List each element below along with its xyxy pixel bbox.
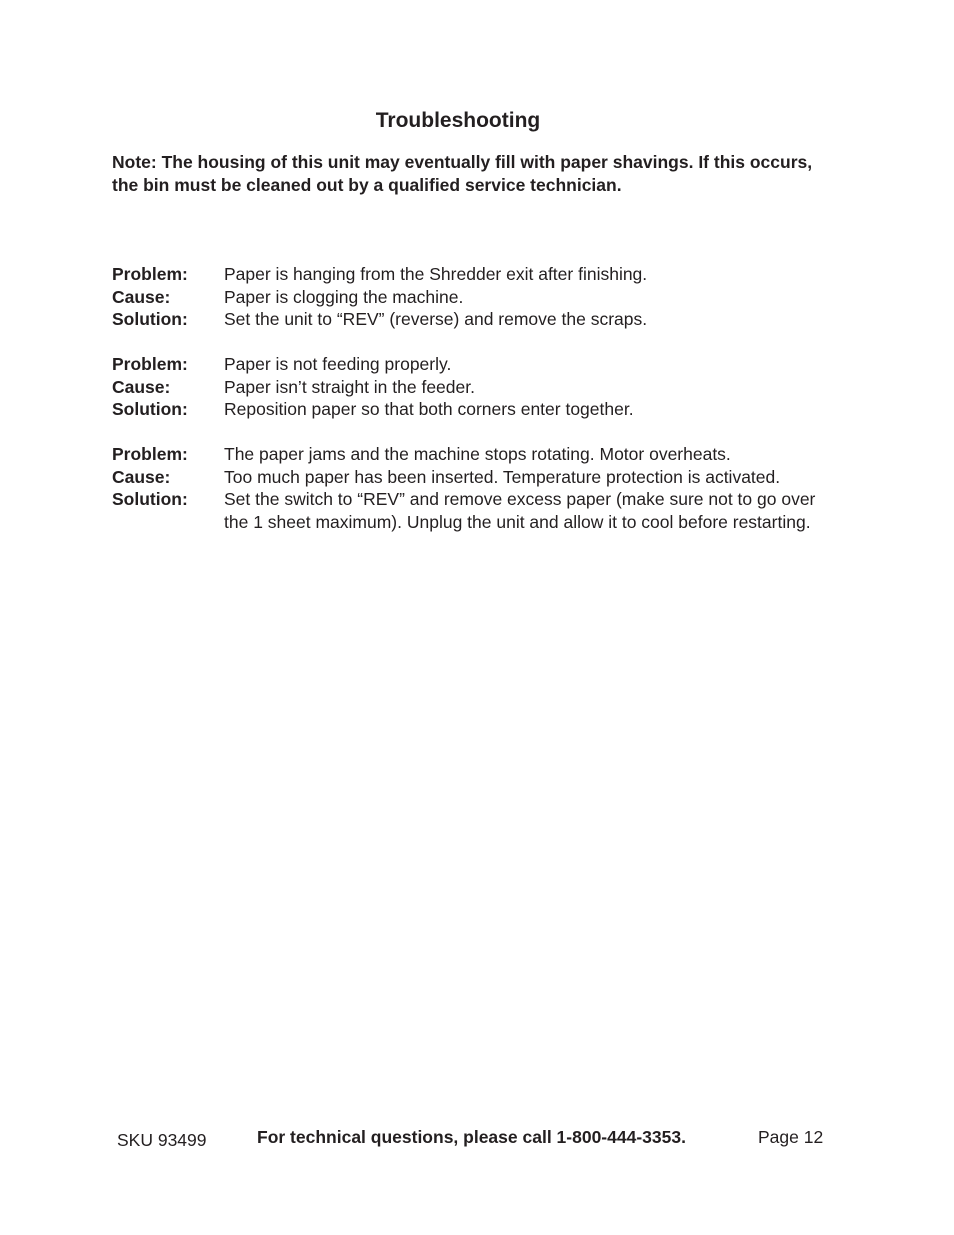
- cause-row: [112, 466, 832, 489]
- cause-label: Cause:: [112, 376, 171, 397]
- page-title: Troubleshooting: [375, 109, 541, 132]
- problem-row: [112, 353, 832, 376]
- cause-row: [112, 376, 832, 399]
- solution-label: Solution:: [112, 399, 188, 419]
- footer-page-number: Page 12: [758, 1127, 824, 1147]
- problem-label: Problem:: [112, 444, 188, 464]
- cause-text: Too much paper has been inserted. Temperature protection is activated.: [224, 466, 781, 487]
- note-paragraph: Note: The housing of this unit may eventually fill with paper shavings. If this occurs, the bin must be cleaned out by a qualified service technician.: [112, 152, 813, 195]
- cause-text: Paper is clogging the machine.: [224, 286, 464, 307]
- solution-label: Solution:: [112, 489, 188, 509]
- solution-text: Set the unit to “REV” (reverse) and remove the scraps.: [224, 309, 648, 329]
- solution-text: Set the switch to “REV” and remove excess paper (make sure not to go over the 1 sheet maximum). Unplug the unit and allow it to cool before restarting.: [224, 489, 816, 532]
- problem-label: Problem:: [112, 354, 188, 374]
- solution-row: [112, 488, 832, 533]
- solution-label: Solution:: [112, 309, 188, 329]
- troubleshooting-entry: [112, 263, 832, 331]
- problem-row: [112, 443, 832, 466]
- footer-contact: For technical questions, please call 1-800-444-3353.: [257, 1127, 686, 1147]
- cause-label: Cause:: [112, 466, 171, 487]
- cause-text: Paper isn’t straight in the feeder.: [224, 376, 475, 397]
- troubleshooting-entry: [112, 353, 832, 421]
- solution-row: [112, 398, 832, 421]
- problem-label: Problem:: [112, 264, 188, 284]
- cause-label: Cause:: [112, 286, 171, 307]
- cause-row: [112, 286, 832, 309]
- problem-text: Paper is not feeding properly.: [224, 354, 452, 374]
- problem-row: [112, 263, 832, 286]
- solution-text: Reposition paper so that both corners enter together.: [224, 399, 634, 419]
- solution-row: [112, 308, 832, 331]
- problem-text: The paper jams and the machine stops rotating. Motor overheats.: [224, 444, 731, 464]
- footer-sku: SKU 93499: [117, 1130, 207, 1150]
- troubleshooting-list: [112, 263, 832, 556]
- troubleshooting-entry: [112, 443, 832, 533]
- problem-text: Paper is hanging from the Shredder exit after finishing.: [224, 264, 648, 284]
